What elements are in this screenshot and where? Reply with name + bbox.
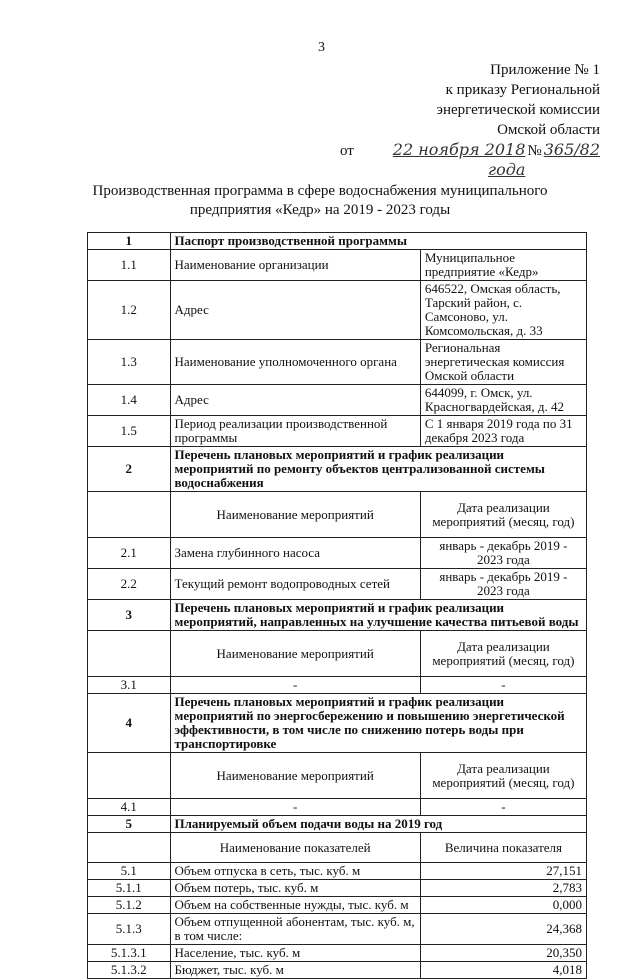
column-header-date: Дата реализации мероприятий (месяц, год) — [420, 492, 586, 538]
row-number: 1.3 — [88, 340, 171, 385]
column-header-date: Дата реализации мероприятий (месяц, год) — [420, 753, 586, 799]
row-name: Население, тыс. куб. м — [170, 945, 420, 962]
row-date: - — [420, 799, 586, 816]
section-4-header — [88, 694, 587, 753]
section-title: Перечень плановых мероприятий и график реализации мероприятий, направленных на улучшение качества питьевой воды — [170, 600, 587, 631]
column-header-date: Дата реализации мероприятий (месяц, год) — [420, 631, 586, 677]
row-name: - — [170, 677, 420, 694]
row-value: 20,350 — [420, 945, 586, 962]
column-header-row — [88, 631, 587, 677]
section-1-header — [88, 233, 587, 250]
table-row — [88, 340, 587, 385]
section-number: 2 — [88, 447, 171, 492]
table-row — [88, 677, 587, 694]
row-value: 2,783 — [420, 880, 586, 897]
table-row — [88, 385, 587, 416]
order-date-handwritten: 22 ноября 2018 года — [392, 140, 526, 179]
appendix-header — [340, 60, 600, 180]
row-name: - — [170, 799, 420, 816]
order-number-handwritten: 365/82 — [543, 140, 600, 159]
empty-cell — [88, 631, 171, 677]
section-title: Перечень плановых мероприятий и график реализации мероприятий по ремонту объектов централизованной системы водоснабжения — [170, 447, 587, 492]
appendix-line-1: Приложение № 1 — [490, 62, 600, 78]
section-title: Перечень плановых мероприятий и график реализации мероприятий по энергосбережению и повышению энергетической эффективности, в том числе по снижению потерь воды при транспортировке — [170, 694, 587, 753]
row-label: Наименование уполномоченного органа — [170, 340, 420, 385]
row-number: 5.1.3.2 — [88, 962, 171, 979]
row-value: 644099, г. Омск, ул. Красногвардейская, д. 42 — [420, 385, 586, 416]
section-number: 5 — [88, 816, 171, 833]
row-name: Бюджет, тыс. куб. м — [170, 962, 420, 979]
row-number: 3.1 — [88, 677, 171, 694]
column-header-row — [88, 833, 587, 863]
section-number: 4 — [88, 694, 171, 753]
row-date: январь - декабрь 2019 - 2023 года — [420, 538, 586, 569]
order-number-label: № — [527, 143, 542, 159]
column-header-row — [88, 492, 587, 538]
column-header-name: Наименование показателей — [170, 833, 420, 863]
row-number: 2.1 — [88, 538, 171, 569]
row-value: 24,368 — [420, 914, 586, 945]
row-label: Адрес — [170, 281, 420, 340]
row-label: Адрес — [170, 385, 420, 416]
column-header-name: Наименование мероприятий — [170, 753, 420, 799]
table-row — [88, 799, 587, 816]
row-number: 5.1.3.1 — [88, 945, 171, 962]
row-date: январь - декабрь 2019 - 2023 года — [420, 569, 586, 600]
row-name: Текущий ремонт водопроводных сетей — [170, 569, 420, 600]
table-row — [88, 569, 587, 600]
section-number: 3 — [88, 600, 171, 631]
order-date-number — [340, 140, 600, 180]
appendix-line-4: Омской области — [497, 122, 600, 138]
row-number: 1.5 — [88, 416, 171, 447]
row-name: Объем потерь, тыс. куб. м — [170, 880, 420, 897]
row-number: 1.1 — [88, 250, 171, 281]
column-header-name: Наименование мероприятий — [170, 492, 420, 538]
row-name: Объем отпущенной абонентам, тыс. куб. м, в том числе: — [170, 914, 420, 945]
row-number: 5.1.2 — [88, 897, 171, 914]
section-5-header — [88, 816, 587, 833]
document-title — [90, 182, 550, 220]
column-header-row — [88, 753, 587, 799]
row-number: 5.1.1 — [88, 880, 171, 897]
table-row — [88, 538, 587, 569]
section-title: Паспорт производственной программы — [170, 233, 587, 250]
empty-cell — [88, 753, 171, 799]
row-number: 5.1.3 — [88, 914, 171, 945]
row-number: 4.1 — [88, 799, 171, 816]
row-name: Объем на собственные нужды, тыс. куб. м — [170, 897, 420, 914]
table-row — [88, 945, 587, 962]
row-value: 4,018 — [420, 962, 586, 979]
empty-cell — [88, 492, 171, 538]
production-program-table — [87, 232, 587, 979]
row-number: 1.2 — [88, 281, 171, 340]
row-label: Период реализации производственной программы — [170, 416, 420, 447]
row-number: 2.2 — [88, 569, 171, 600]
section-2-header — [88, 447, 587, 492]
section-title: Планируемый объем подачи воды на 2019 год — [170, 816, 587, 833]
row-value: 646522, Омская область, Тарский район, с. Самсоново, ул. Комсомольская, д. 33 — [420, 281, 586, 340]
row-number: 1.4 — [88, 385, 171, 416]
table-row — [88, 897, 587, 914]
order-date-prefix: от — [340, 143, 354, 159]
row-value: Муниципальное предприятие «Кедр» — [420, 250, 586, 281]
row-value: 27,151 — [420, 863, 586, 880]
table-row — [88, 250, 587, 281]
table-row — [88, 962, 587, 979]
row-name: Замена глубинного насоса — [170, 538, 420, 569]
column-header-name: Наименование мероприятий — [170, 631, 420, 677]
row-number: 5.1 — [88, 863, 171, 880]
document-title-line-1: Производственная программа в сфере водоснабжения муниципального — [92, 183, 548, 199]
row-label: Наименование организации — [170, 250, 420, 281]
section-3-header — [88, 600, 587, 631]
table-row — [88, 880, 587, 897]
row-value: Региональная энергетическая комиссия Омской области — [420, 340, 586, 385]
empty-cell — [88, 833, 171, 863]
page-number: 3 — [318, 40, 325, 55]
section-number: 1 — [88, 233, 171, 250]
row-name: Объем отпуска в сеть, тыс. куб. м — [170, 863, 420, 880]
row-value: 0,000 — [420, 897, 586, 914]
row-value: С 1 января 2019 года по 31 декабря 2023 года — [420, 416, 586, 447]
appendix-line-3: энергетической комиссии — [436, 102, 600, 118]
table-row — [88, 863, 587, 880]
document-title-line-2: предприятия «Кедр» на 2019 - 2023 годы — [189, 202, 451, 218]
appendix-line-2: к приказу Региональной — [445, 82, 600, 98]
table-row — [88, 914, 587, 945]
table-row — [88, 416, 587, 447]
row-date: - — [420, 677, 586, 694]
table-row — [88, 281, 587, 340]
column-header-value: Величина показателя — [420, 833, 586, 863]
